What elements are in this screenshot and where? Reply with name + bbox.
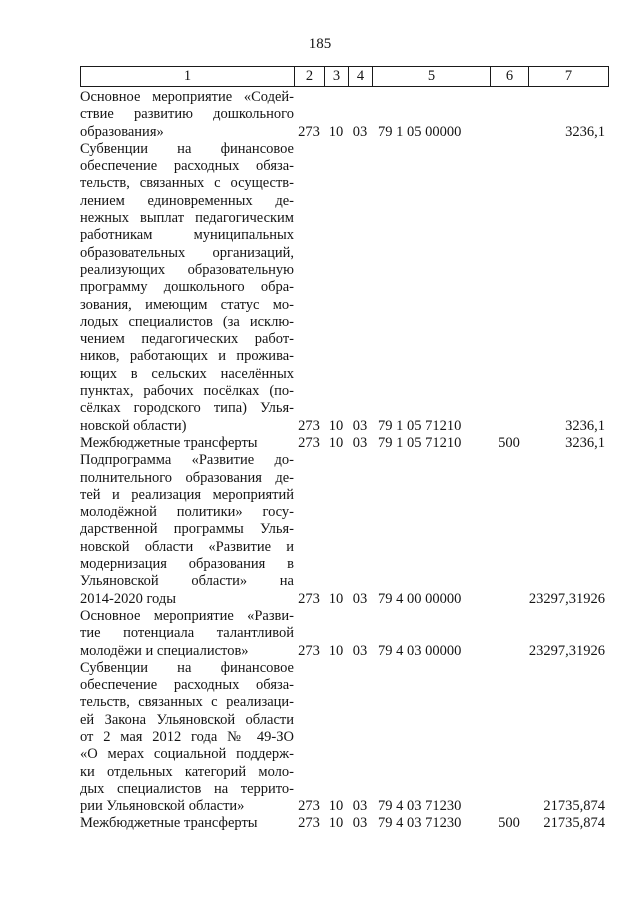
row-description-line: от 2 мая 2012 года № 49-ЗО [80,728,294,745]
row-description-line: обеспечение расходных обяза- [80,677,294,694]
ministry-code: 273 [298,123,320,140]
row-description-line: Основное мероприятие «Содей- [80,89,294,105]
row-description-line: модернизация образования в [80,556,294,573]
ministry-code: 273 [298,815,320,832]
ministry-code: 273 [298,798,320,815]
subsection-code: 03 [352,642,368,659]
row-description-line: тельств, связанных с реализаци- [80,694,294,711]
row-description-line: Основное мероприятие «Разви- [80,607,294,624]
ministry-code: 273 [298,642,320,659]
row-description-line: Субвенции на финансовое [80,140,294,157]
row-description [80,89,294,141]
ministry-code: 273 [298,434,320,451]
table-row [80,660,608,816]
section-code: 10 [328,590,344,607]
target-article-code: 79 1 05 71210 [378,434,462,451]
row-description-line: образования» [80,123,164,140]
ministry-code: 273 [298,417,320,434]
row-description-line: «О мерах социальной поддерж- [80,746,294,763]
row-description [80,141,294,435]
target-article-code: 79 4 03 71230 [378,815,462,832]
column-header-3: 3 [325,67,349,87]
column-header-1: 1 [81,67,295,87]
row-description-line: лодых специалистов (за исклю- [80,313,294,330]
row-description-line: зования, имеющим статус мо- [80,296,294,313]
row-description-line: ствие развитию дошкольного [80,106,294,123]
section-code: 10 [328,417,344,434]
row-description-line: новской области «Развитие и [80,538,294,555]
subsection-code: 03 [352,798,368,815]
target-article-code: 79 4 03 00000 [378,642,462,659]
row-description-line: пунктах, рабочих посёлках (по- [80,383,294,400]
section-code: 10 [328,815,344,832]
amount: 23297,31926 [528,590,605,607]
row-description [80,815,294,832]
row-description [80,660,294,816]
amount: 3236,1 [565,434,605,451]
target-article-code: 79 1 05 00000 [378,123,462,140]
column-header-row [80,66,609,87]
table-row [80,89,608,141]
row-description-line: чением педагогических работ- [80,331,294,348]
row-description-line: рии Ульяновской области» [80,798,245,815]
row-description-line: обеспечение расходных обяза- [80,158,294,175]
row-description-line: новской области) [80,417,187,434]
budget-table-body [80,89,608,833]
amount: 3236,1 [565,123,605,140]
amount: 3236,1 [565,417,605,434]
row-description-line: молодёжи и специалистов» [80,642,249,659]
section-code: 10 [328,798,344,815]
row-description-line: ющих в сельских населённых [80,365,294,382]
expense-type-code: 500 [498,815,520,832]
expense-type-code: 500 [498,434,520,451]
row-description-line: Межбюджетные трансферты [80,815,258,832]
row-description-line: образовательных организаций, [80,244,294,261]
row-description [80,435,294,452]
ministry-code: 273 [298,590,320,607]
subsection-code: 03 [352,590,368,607]
row-description-line: Ульяновской области» на [80,573,294,590]
row-description-line: программу дошкольного обра- [80,279,294,296]
row-description-line: ей Закона Ульяновской области [80,711,294,728]
table-row [80,815,608,832]
column-header-6: 6 [491,67,529,87]
amount: 23297,31926 [528,642,605,659]
row-description [80,452,294,608]
column-header-7: 7 [529,67,609,87]
column-header-4: 4 [349,67,373,87]
amount: 21735,874 [543,815,605,832]
row-description [80,608,294,660]
section-code: 10 [328,642,344,659]
row-description-line: 2014-2020 годы [80,590,176,607]
subsection-code: 03 [352,417,368,434]
page-number: 185 [308,36,332,52]
table-row [80,608,608,660]
section-code: 10 [328,123,344,140]
row-description-line: ки отдельных категорий моло- [80,763,294,780]
row-description-line: реализующих образовательную [80,261,294,278]
row-description-line: молодёжной политики» госу- [80,504,294,521]
row-description-line: лением единовременных де- [80,192,294,209]
row-description-line: дых специалистов на террито- [80,780,294,797]
table-row [80,452,608,608]
row-description-line: тие потенциала талантливой [80,625,294,642]
row-description-line: работникам муниципальных [80,227,294,244]
target-article-code: 79 1 05 71210 [378,417,462,434]
amount: 21735,874 [543,798,605,815]
table-row [80,435,608,452]
column-header-2: 2 [295,67,325,87]
row-description-line: тей и реализация мероприятий [80,486,294,503]
table-row [80,141,608,435]
row-description-line: Межбюджетные трансферты [80,434,258,451]
row-description-line: сёлках городского типа) Улья- [80,400,294,417]
row-description-line: нежных выплат педагогическим [80,210,294,227]
row-description-line: полнительного образования де- [80,469,294,486]
row-description-line: дарственной программы Улья- [80,521,294,538]
subsection-code: 03 [352,434,368,451]
row-description-line: ников, работающих и прожива- [80,348,294,365]
section-code: 10 [328,434,344,451]
subsection-code: 03 [352,815,368,832]
row-description-line: Субвенции на финансовое [80,659,294,676]
subsection-code: 03 [352,123,368,140]
target-article-code: 79 4 03 71230 [378,798,462,815]
column-header-5: 5 [373,67,491,87]
target-article-code: 79 4 00 00000 [378,590,462,607]
row-description-line: тельств, связанных с осуществ- [80,175,294,192]
row-description-line: Подпрограмма «Развитие до- [80,452,294,469]
